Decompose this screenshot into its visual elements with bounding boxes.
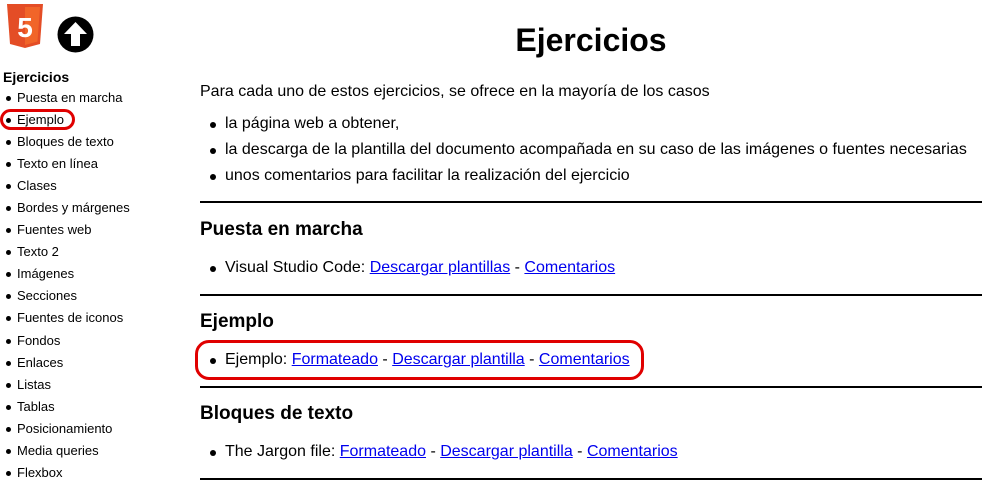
formateado-link[interactable]: Formateado (291, 351, 378, 368)
sidebar-item-puesta-en-marcha[interactable]: Puesta en marcha (0, 87, 130, 109)
section-title-puesta-en-marcha: Puesta en marcha (200, 219, 363, 240)
sidebar-item-secciones[interactable]: Secciones (0, 285, 130, 307)
sidebar-list (0, 87, 130, 484)
intro-item: la descarga de la plantilla del documento acompañada en su caso de las imágenes o fuentes necesarias (200, 140, 967, 166)
item-prefix: The Jargon file: (225, 443, 340, 460)
section-divider (200, 201, 982, 203)
page-title: Ejercicios (515, 22, 667, 58)
sidebar-item-enlaces[interactable]: Enlaces (0, 352, 130, 374)
list-item (200, 442, 678, 462)
section-divider (200, 478, 982, 480)
separator: - (524, 351, 539, 368)
separator: - (510, 259, 525, 276)
section-list-puesta-en-marcha (200, 258, 615, 278)
separator: - (426, 443, 441, 460)
section-title-bloques-de-texto: Bloques de texto (200, 403, 354, 424)
html5-logo[interactable] (5, 4, 45, 52)
sidebar-item-ejemplo[interactable]: Ejemplo (0, 109, 130, 131)
section-divider (200, 386, 982, 388)
comentarios-link[interactable]: Comentarios (586, 443, 678, 460)
section-title-ejemplo: Ejemplo (200, 311, 274, 332)
sidebar-title: Ejercicios (3, 69, 70, 85)
sidebar-item-media-queries[interactable]: Media queries (0, 440, 130, 462)
sidebar (0, 0, 180, 490)
sidebar-item-bloques-de-texto[interactable]: Bloques de texto (0, 131, 130, 153)
descargar-plantilla-link[interactable]: Descargar plantilla (440, 443, 573, 460)
sidebar-item-fuentes-de-iconos[interactable]: Fuentes de iconos (0, 307, 130, 329)
comentarios-link[interactable]: Comentarios (524, 259, 616, 276)
html5-logo-text: 5 (17, 12, 33, 43)
sidebar-item-fuentes-web[interactable]: Fuentes web (0, 219, 130, 241)
separator: - (377, 351, 393, 368)
highlight-annotation (195, 340, 644, 380)
sidebar-item-fondos[interactable]: Fondos (0, 330, 130, 352)
list-item (200, 258, 615, 278)
section-list-bloques-de-texto (200, 442, 678, 462)
descargar-plantilla-link[interactable]: Descargar plantilla (392, 351, 525, 368)
separator: - (572, 443, 587, 460)
sidebar-item-flexbox[interactable]: Flexbox (0, 462, 130, 484)
sidebar-item-texto-2[interactable]: Texto 2 (0, 241, 130, 263)
section-divider (200, 294, 982, 296)
sidebar-item-clases[interactable]: Clases (0, 175, 130, 197)
arrow-up-circle-icon[interactable] (57, 16, 94, 53)
formateado-link[interactable]: Formateado (339, 443, 426, 460)
descargar-plantillas-link[interactable]: Descargar plantillas (369, 259, 511, 276)
intro-item: unos comentarios para facilitar la realización del ejercicio (200, 166, 967, 192)
item-prefix: Ejemplo: (225, 351, 292, 368)
item-prefix: Visual Studio Code: (225, 259, 370, 276)
sidebar-item-texto-en-linea[interactable]: Texto en línea (0, 153, 130, 175)
intro-text: Para cada uno de estos ejercicios, se ofrece en la mayoría de los casos (200, 83, 710, 100)
sidebar-item-posicionamiento[interactable]: Posicionamiento (0, 418, 130, 440)
intro-item: la página web a obtener, (200, 114, 967, 140)
sidebar-item-tablas[interactable]: Tablas (0, 396, 130, 418)
comentarios-link[interactable]: Comentarios (538, 351, 630, 368)
sidebar-item-imagenes[interactable]: Imágenes (0, 263, 130, 285)
intro-list (200, 114, 967, 192)
sidebar-item-bordes-y-margenes[interactable]: Bordes y márgenes (0, 197, 130, 219)
sidebar-item-listas[interactable]: Listas (0, 374, 130, 396)
